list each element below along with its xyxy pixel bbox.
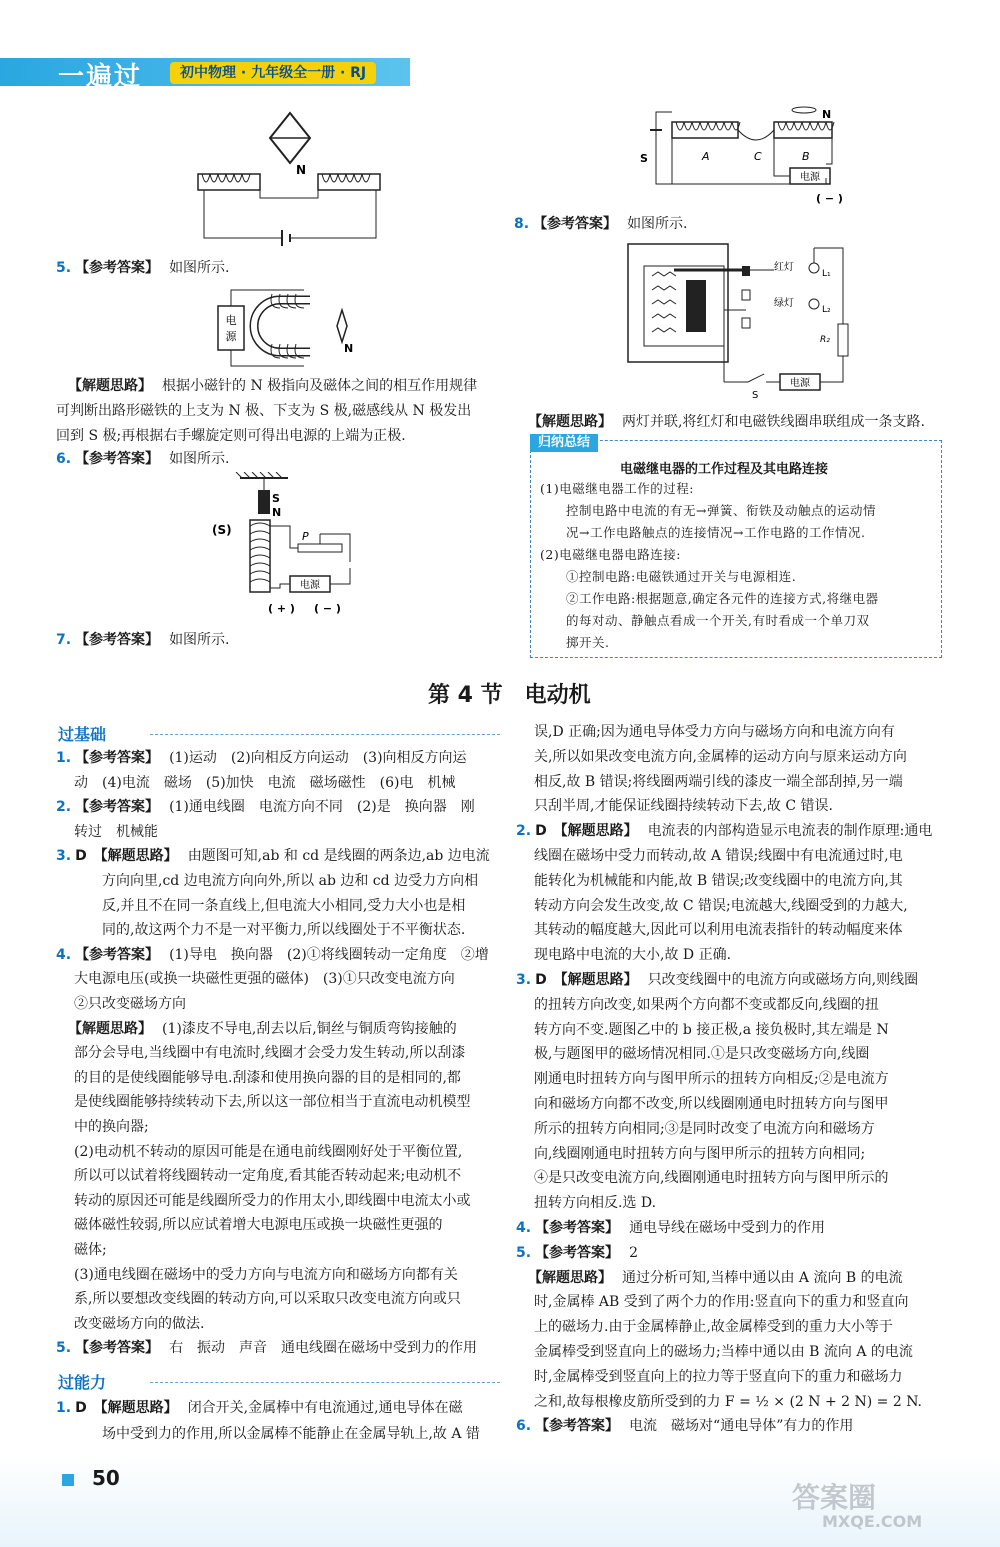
line-text: 极,与题图甲的磁场情况相同.①是只改变磁场方向,线圈: [534, 1046, 870, 1063]
page-number: 50: [92, 1466, 120, 1490]
red-lamp: [809, 263, 819, 273]
svg-text:绿灯: 绿灯: [774, 298, 794, 309]
line-text: 电流 磁场对“通电导体”有力的作用: [629, 1418, 854, 1435]
question-number: 2.: [516, 823, 532, 840]
line-text: 由题图可知,ab 和 cd 是线圈的两条边,ab 边电流: [187, 848, 490, 865]
text-line: [516, 968, 918, 992]
q5-thinking-line: 【解题思路】 根据小磁针的 N 极指向及磁体之间的相互作用规律: [68, 378, 478, 394]
text-line: [516, 720, 895, 744]
svg-text:R₂: R₂: [820, 335, 830, 345]
line-text: 能转化为机械能和内能,故 B 错误;改变线圈中的电流方向,其: [534, 872, 903, 889]
summary-title: 电磁继电器的工作过程及其电路连接: [620, 462, 829, 477]
line-text: 所以可以试着将线圈转动一定角度,看其能否转动起来;电动机不: [74, 1168, 462, 1185]
line-text: 之和,故每根橡皮筋所受到的力 F = ½ × (2 N + 2 N) = 2 N.: [534, 1393, 923, 1410]
q7-answer: 7. 【参考答案】 如图所示.: [56, 632, 230, 648]
line-text: 动 (4)电流 磁场 (5)加快 电流 磁场磁性 (6)电 机械: [74, 774, 456, 791]
svg-text:L₂: L₂: [822, 305, 831, 315]
answer-tag: 【参考答案】: [75, 750, 160, 766]
line-text: 只刮半周,才能保证线圈持续转动下去,故 C 错误.: [534, 798, 833, 815]
text-line: [516, 1340, 913, 1364]
summary-line: 掷开关.: [566, 635, 610, 650]
question-number: 5.: [56, 1340, 72, 1357]
text-line: [516, 1042, 869, 1066]
line-text: 向,线圈刚通电时扭转方向与图甲所示的扭转方向相同;: [534, 1145, 866, 1162]
brand-logo: 一遍过: [58, 62, 143, 92]
answer-tag: D 【解题思路】: [535, 823, 638, 840]
text-line: [516, 1067, 889, 1091]
answer-tag: D 【解题思路】: [75, 848, 178, 865]
text-line: [56, 1140, 462, 1164]
q5-answer: 5. 【参考答案】 如图所示.: [56, 260, 230, 276]
text-line: [56, 894, 465, 918]
q5-thinking-line: 可判断出路形磁铁的上支为 N 极、下支为 S 极,磁感线从 N 极发出: [56, 403, 472, 419]
line-text: 方向向里,cd 边电流方向向外,所以 ab 边和 cd 边受力方向相: [74, 873, 479, 889]
svg-text:P: P: [302, 530, 309, 543]
page-marker: [62, 1474, 74, 1486]
line-text: ④是只改变电流方向,线圈刚通电时扭转方向与图甲所示的: [534, 1170, 889, 1187]
text-line: [516, 770, 903, 794]
text-line: [516, 894, 908, 918]
text-line: [56, 1263, 458, 1287]
section-title: 第 4 节 电动机: [428, 683, 591, 708]
compass-icon: [337, 310, 347, 342]
question-number: 5.: [516, 1244, 532, 1261]
text-line: [56, 1066, 461, 1090]
watermark-logo: 答案圈: [792, 1481, 877, 1514]
text-line: [56, 1115, 149, 1139]
q5-thinking-line: 回到 S 极;再根据右手螺旋定则可得出电源的上端为正极.: [56, 428, 406, 444]
line-text: 电流表的内部构造显示电流表的制作原理:通电: [647, 823, 933, 840]
figure-relay-circuit: [624, 240, 864, 400]
text-line: [56, 820, 158, 844]
svg-text:(S): (S): [212, 523, 232, 537]
question-number: 3.: [56, 848, 72, 865]
q6-answer: 6. 【参考答案】 如图所示.: [56, 451, 230, 467]
answer-tag: D 【解题思路】: [75, 1400, 178, 1416]
text-line: [56, 1041, 465, 1065]
watermark-url: MXQE.COM: [822, 1512, 923, 1531]
q8-answer: 8. 【参考答案】 如图所示.: [514, 216, 688, 232]
text-line: [56, 1017, 457, 1041]
line-text: 误,D 正确;因为通电导体受力方向与磁场方向和电流方向有: [534, 724, 895, 740]
line-text: 部分会导电,当线圈中有电流时,线圈才会受力发生转动,所以刮漆: [74, 1045, 466, 1062]
answer-tag: 【参考答案】: [75, 946, 160, 963]
line-text: 向和磁场方向都不改变,所以线圈刚通电时扭转方向与图甲: [534, 1096, 889, 1112]
line-text: 磁体磁性较弱,所以应试着增大电源电压或换一块磁性更强的: [74, 1217, 443, 1234]
text-line: [516, 1216, 825, 1240]
line-text: 线圈在磁场中受力而转动,故 A 错误;线圈中有电流通过时,电: [534, 848, 903, 864]
text-line: [56, 1312, 204, 1336]
line-text: 转过 机械能: [74, 823, 158, 840]
line-text: 扭转方向相反.选 D.: [534, 1195, 657, 1212]
text-line: [56, 869, 478, 893]
text-line: [56, 918, 465, 942]
svg-text:电源: 电源: [800, 172, 820, 183]
text-line: [56, 795, 475, 819]
green-lamp: [809, 299, 819, 309]
line-text: 相反,故 B 错误;将线圈两端引线的漆皮一端全部刮掉,另一端: [534, 773, 903, 790]
bar-divider: [150, 1382, 500, 1383]
line-text: 转动的原因还可能是线圈所受力的作用太小,即线圈中电流太小或: [74, 1192, 471, 1209]
svg-text:源: 源: [225, 330, 237, 343]
text-line: [516, 1266, 903, 1290]
line-text: 其转动的幅度越大,因此可以利用电流表指针的转动幅度来体: [534, 922, 903, 939]
line-text: 右 振动 声音 通电线圈在磁场中受到力的作用: [169, 1340, 478, 1357]
line-text: 转动方向会发生改变,故 C 错误;电流越大,线圈受到的力越大,: [534, 897, 908, 914]
svg-text:S: S: [752, 390, 759, 400]
text-line: [56, 967, 455, 991]
question-number: 2.: [56, 799, 72, 816]
bar-magnet: [258, 490, 270, 514]
line-text: 所示的扭转方向相同;③是同时改变了电流方向和磁场方: [534, 1120, 875, 1137]
line-text: (1)通电线圈 电流方向不同 (2)是 换向器 刚: [169, 799, 475, 816]
text-line: [516, 943, 731, 967]
line-text: 金属棒受到竖直向上的磁场力;当棒中通以由 B 流向 A 的电流: [534, 1344, 913, 1360]
text-line: [516, 1117, 875, 1141]
text-line: [56, 1238, 107, 1262]
answer-tag: 【参考答案】: [535, 1244, 620, 1261]
answer-tag: 【参考答案】: [535, 1418, 620, 1435]
text-line: [56, 746, 467, 770]
line-text: 关,所以如果改变电流方向,金属棒的运动方向与原来运动方向: [534, 748, 907, 765]
text-line: [516, 1142, 865, 1166]
power-source: [218, 306, 244, 350]
text-line: [56, 844, 490, 868]
svg-text:电源: 电源: [300, 580, 320, 591]
compass-icon: [792, 107, 816, 113]
line-text: ②只改变磁场方向: [74, 996, 186, 1012]
summary-line: 控制电路中电流的有无→弹簧、衔铁及动触点的运动情: [566, 503, 876, 518]
line-text: 系,所以要想改变线圈的转动方向,可以采取只改变电流方向或只: [74, 1291, 461, 1308]
text-line: [56, 771, 456, 795]
svg-text:B: B: [802, 150, 810, 163]
bar-basic: 过基础: [58, 725, 107, 744]
line-text: (1)漆皮不导电,刮去以后,铜丝与铜质弯钩接触的: [162, 1020, 457, 1037]
text-line: [516, 993, 879, 1017]
text-line: [56, 1396, 463, 1420]
line-text: 只改变线圈中的电流方向或磁场方向,则线圈: [647, 972, 919, 988]
text-line: [516, 1315, 893, 1339]
summary-tag: 归纳总结: [530, 434, 598, 452]
line-text: 转方向不变.题图乙中的 b 接正极,a 接负极时,其左端是 N: [534, 1021, 889, 1038]
question-number: 1.: [56, 750, 72, 766]
figure-coils-compass: [190, 108, 390, 248]
text-line: [516, 1290, 908, 1314]
line-text: 上的磁场力.由于金属棒静止,故金属棒受到的重力大小等于: [534, 1319, 893, 1336]
text-line: [516, 1390, 922, 1414]
question-number: 1.: [56, 1400, 72, 1416]
figure-horseshoe-magnet: [210, 282, 360, 370]
text-line: [516, 1191, 656, 1215]
line-text: 中的换向器;: [74, 1119, 149, 1135]
summary-line: (2)电磁继电器电路连接:: [540, 547, 681, 562]
text-line: [56, 1189, 470, 1213]
q8-thinking: 【解题思路】 两灯并联,将红灯和电磁铁线圈串联组成一条支路.: [528, 414, 925, 430]
svg-text:N: N: [822, 108, 832, 121]
text-line: [516, 918, 902, 942]
resistor-r2: [838, 324, 848, 356]
text-line: [56, 1422, 480, 1446]
svg-text:( − ): ( − ): [314, 602, 341, 615]
summary-line: 况→工作电路触点的连接情况→工作电路的工作情况.: [566, 525, 866, 540]
svg-text:( − ): ( − ): [816, 192, 843, 205]
svg-text:A: A: [702, 150, 710, 163]
line-text: 现电路中电流的大小,故 D 正确.: [534, 947, 732, 964]
text-line: [56, 1213, 442, 1237]
figure-two-coils-source: [636, 104, 846, 208]
line-text: 时,金属棒 AB 受到了两个力的作用:竖直向下的重力和竖直向: [534, 1294, 909, 1311]
question-number: 6.: [516, 1418, 532, 1435]
text-line: [516, 1241, 638, 1265]
text-line: [516, 1166, 888, 1190]
text-line: [56, 1287, 461, 1311]
text-line: [516, 819, 932, 843]
line-text: 大电源电压(或换一块磁性更强的磁体) (3)①只改变电流方向: [74, 971, 455, 988]
text-line: [516, 1092, 888, 1116]
text-line: [516, 844, 903, 868]
bar-divider: [150, 734, 500, 735]
figure-solenoid-rheostat: [210, 472, 370, 622]
answer-tag: 【解题思路】: [68, 1020, 152, 1037]
line-text: 的扭转方向改变,如果两个方向都不变或都反向,线圈的扭: [534, 996, 879, 1013]
svg-text:S: S: [640, 152, 648, 165]
text-line: [56, 1164, 461, 1188]
summary-line: 的每对动、静触点看成一个开关,有时看成一个单刀双: [566, 613, 870, 628]
line-text: 同的,故这两个力不是一对平衡力,所以线圈处于不平衡状态.: [74, 922, 466, 939]
answer-tag: 【参考答案】: [75, 799, 160, 816]
question-number: 3.: [516, 972, 532, 988]
answer-tag: 【解题思路】: [528, 1269, 612, 1286]
compass-n-label: N: [296, 163, 307, 177]
summary-line: ①控制电路:电磁铁通过开关与电源相连.: [566, 569, 797, 584]
text-line: [516, 1018, 889, 1042]
answer-tag: 【参考答案】: [75, 1340, 160, 1357]
line-text: 场中受到力的作用,所以金属棒不能静止在金属导轨上,故 A 错: [74, 1426, 480, 1442]
line-text: (3)通电线圈在磁场中的受力方向与电流方向和磁场方向都有关: [74, 1266, 458, 1283]
text-line: [516, 745, 907, 769]
book-subtitle: 初中物理 · 九年级全一册 · RJ: [170, 62, 376, 84]
line-text: (1)导电 换向器 (2)①将线圈转动一定角度 ②增: [169, 946, 489, 963]
text-line: [56, 943, 489, 967]
svg-text:S: S: [272, 492, 280, 505]
text-line: [56, 1336, 477, 1360]
line-text: 刚通电时扭转方向与图甲所示的扭转方向相反;②是电流方: [534, 1071, 889, 1088]
text-line: [516, 1414, 853, 1438]
line-text: 磁体;: [74, 1242, 107, 1258]
line-text: 通电导线在磁场中受到力的作用: [629, 1220, 826, 1236]
line-text: 闭合开关,金属棒中有电流通过,通电导体在磁: [187, 1400, 463, 1416]
line-text: 改变磁场方向的做法.: [74, 1315, 205, 1332]
text-line: [56, 1090, 470, 1114]
svg-text:红灯: 红灯: [774, 262, 794, 273]
summary-line: (1)电磁继电器工作的过程:: [540, 481, 694, 496]
svg-text:( + ): ( + ): [268, 602, 295, 615]
line-text: 是使线圈能够持续转动下去,所以这一部位相当于直流电动机模型: [74, 1094, 471, 1111]
svg-text:电源: 电源: [790, 378, 810, 389]
text-line: [516, 1365, 902, 1389]
line-text: (2)电动机不转动的原因可能是在通电前线圈刚好处于平衡位置,: [74, 1143, 463, 1160]
svg-text:L₁: L₁: [822, 269, 831, 279]
line-text: 的目的是使线圈能够导电.刮漆和使用换向器的目的是相同的,都: [74, 1069, 461, 1086]
summary-line: ②工作电路:根据题意,确定各元件的连接方式,将继电器: [566, 591, 879, 606]
text-line: [516, 869, 903, 893]
svg-text:电: 电: [225, 314, 237, 327]
line-text: 通过分析可知,当棒中通以由 A 流向 B 的电流: [622, 1269, 903, 1286]
line-text: (1)运动 (2)向相反方向运动 (3)向相反方向运: [169, 750, 467, 766]
line-text: 反,并且不在同一条直线上,但电流大小相同,受力大小也是相: [74, 897, 466, 914]
line-text: 2: [629, 1244, 638, 1261]
line-text: 时,金属棒受到竖直向上的拉力等于竖直向下的重力和磁场力: [534, 1368, 903, 1385]
question-number: 4.: [56, 946, 72, 963]
svg-text:C: C: [754, 150, 762, 163]
answer-tag: 【参考答案】: [535, 1220, 620, 1236]
answer-tag: D 【解题思路】: [535, 972, 638, 988]
svg-text:N: N: [272, 506, 282, 519]
question-number: 4.: [516, 1220, 532, 1236]
bar-ability: 过能力: [58, 1373, 107, 1392]
svg-text:N: N: [344, 342, 354, 355]
text-line: [516, 794, 833, 818]
text-line: [56, 992, 186, 1016]
